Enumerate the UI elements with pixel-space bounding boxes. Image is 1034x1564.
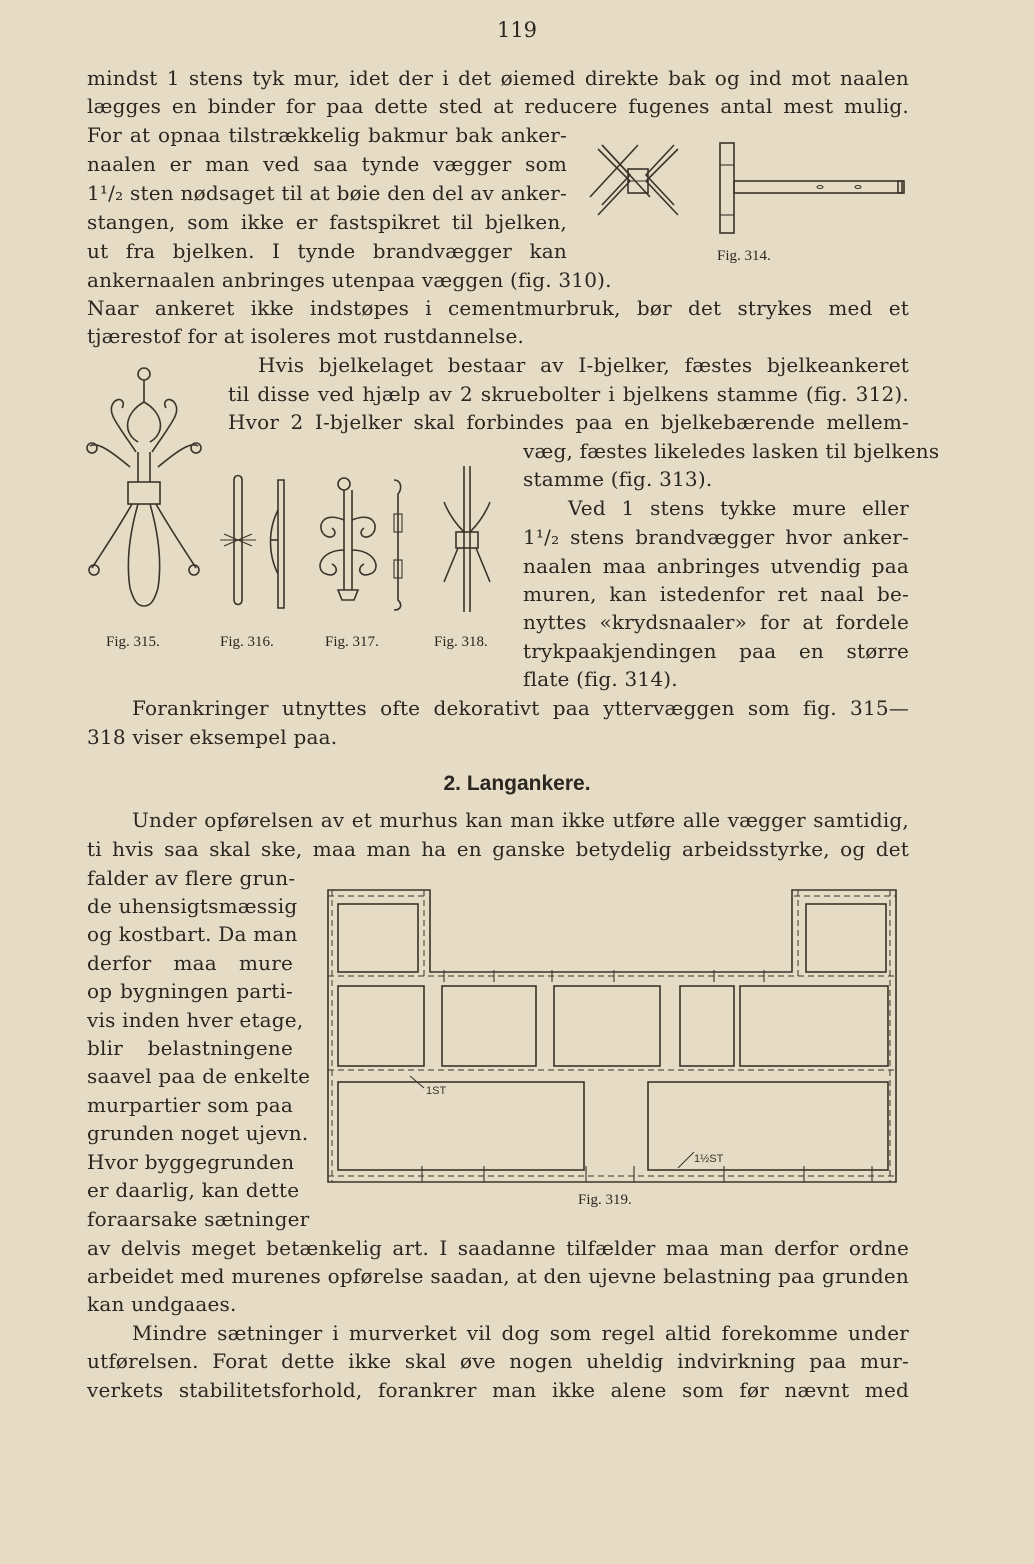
text-line: nyttes «krydsnaaler» for at fordele bbox=[523, 610, 909, 634]
text-line: Mindre sætninger i murverket vil dog som regel altid forekomme under bbox=[132, 1321, 909, 1345]
text-line: er daarlig, kan dette bbox=[87, 1178, 300, 1202]
text-line: ankernaalen anbringes utenpaa væggen (fig. 310). bbox=[87, 268, 612, 292]
text-line: Hvor 2 I-bjelker skal forbindes paa en bjelkebærende mellem- bbox=[228, 410, 909, 434]
text-line: utførelsen. Forat dette ikke skal øve nogen uheldig indvirkning paa mur- bbox=[87, 1349, 909, 1373]
text-line: op bygningen parti- bbox=[87, 979, 293, 1003]
text-line: arbeidet med murenes opførelse saadan, at den ujevne belastning paa grunden bbox=[87, 1264, 909, 1288]
fig-315-drawing bbox=[86, 362, 206, 632]
fig-318-drawing bbox=[430, 462, 510, 622]
text-line: Hvis bjelkelaget bestaar av I-bjelker, fæstes bjelkeankeret bbox=[258, 353, 909, 377]
fig-319-drawing bbox=[324, 886, 904, 1186]
text-line: muren, kan istedenfor ret naal be- bbox=[523, 582, 909, 606]
caption-fig-318: Fig. 318. bbox=[434, 634, 488, 650]
text-line: derfor maa mure bbox=[87, 951, 293, 975]
caption-fig-319: Fig. 319. bbox=[578, 1192, 632, 1208]
page-number: 119 bbox=[496, 18, 538, 42]
text-line: de uhensigtsmæssig bbox=[87, 894, 298, 918]
text-line: naalen er man ved saa tynde vægger som bbox=[87, 152, 567, 176]
text-line: Hvor byggegrunden bbox=[87, 1150, 295, 1174]
text-line: grunden noget ujevn. bbox=[87, 1121, 309, 1145]
beam-anchor bbox=[720, 143, 904, 233]
caption-fig-316: Fig. 316. bbox=[220, 634, 274, 650]
text-line: murpartier som paa bbox=[87, 1093, 293, 1117]
text-line: Naar ankeret ikke indstøpes i cementmurbruk, bør det strykes med et bbox=[87, 296, 909, 320]
caption-fig-315: Fig. 315. bbox=[106, 634, 160, 650]
text-line: til disse ved hjælp av 2 skruebolter i bjelkens stamme (fig. 312). bbox=[228, 382, 909, 406]
text-line: ti hvis saa skal ske, maa man ha en ganske betydelig arbeidsstyrke, og det bbox=[87, 837, 909, 861]
cross-anchor bbox=[590, 145, 678, 215]
text-line: mindst 1 stens tyk mur, idet der i det øiemed direkte bak og ind mot naalen bbox=[87, 66, 909, 90]
text-line: vis inden hver etage, bbox=[87, 1008, 304, 1032]
text-line: kan undgaaes. bbox=[87, 1292, 237, 1316]
caption-fig-317: Fig. 317. bbox=[325, 634, 379, 650]
text-line: lægges en binder for paa dette sted at reducere fugenes antal mest mulig. bbox=[87, 94, 909, 118]
text-line: 1¹/₂ sten nødsaget til at bøie den del av anker- bbox=[87, 181, 567, 205]
text-line: stangen, som ikke er fastspikret til bjelken, bbox=[87, 210, 567, 234]
text-line: og kostbart. Da man bbox=[87, 922, 298, 946]
text-line: tjærestof for at isoleres mot rustdannelse. bbox=[87, 324, 525, 348]
text-line: Ved 1 stens tykke mure eller bbox=[568, 496, 909, 520]
text-line: 318 viser eksempel paa. bbox=[87, 725, 338, 749]
text-line: Under opførelsen av et murhus kan man ikke utføre alle vægger samtidig, bbox=[132, 808, 909, 832]
caption-fig-314: Fig. 314. bbox=[717, 248, 771, 264]
text-line: blir belastningene bbox=[87, 1036, 293, 1060]
text-line: falder av flere grun- bbox=[87, 866, 296, 890]
text-line: flate (fig. 314). bbox=[523, 667, 678, 691]
label-half-stone: 1½ST bbox=[694, 1153, 724, 1165]
text-line: stamme (fig. 313). bbox=[523, 467, 713, 491]
text-line: 1¹/₂ stens brandvægger hvor anker- bbox=[523, 525, 909, 549]
text-line: av delvis meget betænkelig art. I saadanne tilfælder maa man derfor ordne bbox=[87, 1236, 909, 1260]
text-line: foraarsake sætninger bbox=[87, 1207, 310, 1231]
text-line: naalen maa anbringes utvendig paa bbox=[523, 554, 909, 578]
text-line: væg, fæstes likeledes lasken til bjelkens bbox=[523, 439, 940, 463]
text-line: verkets stabilitetsforhold, forankrer man ikke alene som før nævnt med bbox=[87, 1378, 909, 1402]
fig-316-drawing bbox=[212, 470, 302, 615]
text-line: Forankringer utnyttes ofte dekorativt paa yttervæggen som fig. 315— bbox=[132, 696, 909, 720]
text-line: ut fra bjelken. I tynde brandvægger kan bbox=[87, 239, 567, 263]
section-heading: 2. Langankere. bbox=[443, 772, 591, 795]
text-line: For at opnaa tilstrækkelig bakmur bak anker- bbox=[87, 123, 567, 147]
label-one-stone: 1ST bbox=[426, 1085, 447, 1097]
text-line: trykpaakjendingen paa en større bbox=[523, 639, 909, 663]
fig-314-drawing bbox=[590, 135, 920, 245]
text-line: saavel paa de enkelte bbox=[87, 1064, 311, 1088]
fig-317-drawing bbox=[310, 470, 420, 615]
